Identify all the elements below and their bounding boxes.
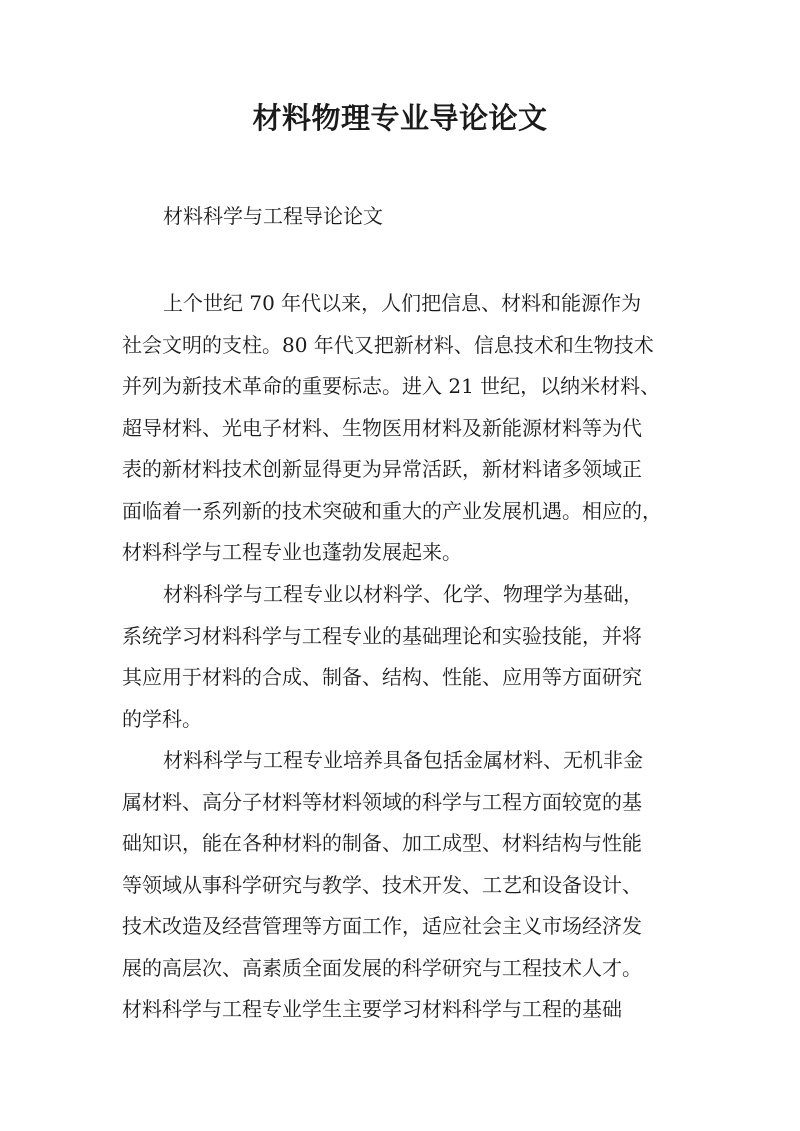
paragraph-line: 表的新材料技术创新显得更为异常活跃，新材料诸多领域正 — [122, 457, 642, 481]
paragraph-line: 础知识，能在各种材料的制备、加工成型、材料结构与性能 — [122, 831, 642, 855]
paragraph-line: 属材料、高分子材料等材料领域的科学与工程方面较宽的基 — [122, 789, 642, 814]
document-title: 材料物理专业导论论文 — [252, 101, 548, 135]
paragraph-line: 材料科学与工程专业以材料学、化学、物理学为基础， — [163, 582, 643, 606]
paragraph-line: 的学科。 — [122, 706, 202, 731]
paragraph-line: 上个世纪 70 年代以来，人们把信息、材料和能源作为 — [163, 291, 642, 315]
paragraph-line: 材料科学与工程专业学生主要学习材料科学与工程的基础 — [122, 997, 622, 1021]
paragraph-line: 材料科学与工程专业也蓬勃发展起来。 — [122, 540, 462, 564]
paragraph-line: 展的高层次、高素质全面发展的科学研究与工程技术人才。 — [122, 955, 642, 980]
paragraph-line: 社会文明的支柱。80 年代又把新材料、信息技术和生物技术 — [122, 332, 654, 357]
paragraph-3 — [122, 740, 692, 1031]
paragraph-line: 技术改造及经营管理等方面工作，适应社会主义市场经济发 — [122, 914, 642, 938]
paragraph-line: 等领域从事科学研究与教学、技术开发、工艺和设备设计、 — [122, 872, 642, 897]
paragraph-1 — [122, 283, 692, 574]
paragraph-line: 面临着一系列新的技术突破和重大的产业发展机遇。相应的， — [122, 498, 662, 523]
paragraph-line: 其应用于材料的合成、制备、结构、性能、应用等方面研究 — [122, 665, 642, 689]
paragraph-line: 材料科学与工程专业培养具备包括金属材料、无机非金 — [163, 748, 643, 772]
document-subtitle: 材料科学与工程导论论文 — [163, 204, 383, 228]
paragraph-line: 超导材料、光电子材料、生物医用材料及新能源材料等为代 — [122, 415, 642, 440]
paragraph-line: 系统学习材料科学与工程专业的基础理论和实验技能，并将 — [122, 623, 642, 648]
paragraph-line: 并列为新技术革命的重要标志。进入 21 世纪，以纳米材料、 — [122, 374, 661, 398]
paragraph-2 — [122, 574, 692, 740]
